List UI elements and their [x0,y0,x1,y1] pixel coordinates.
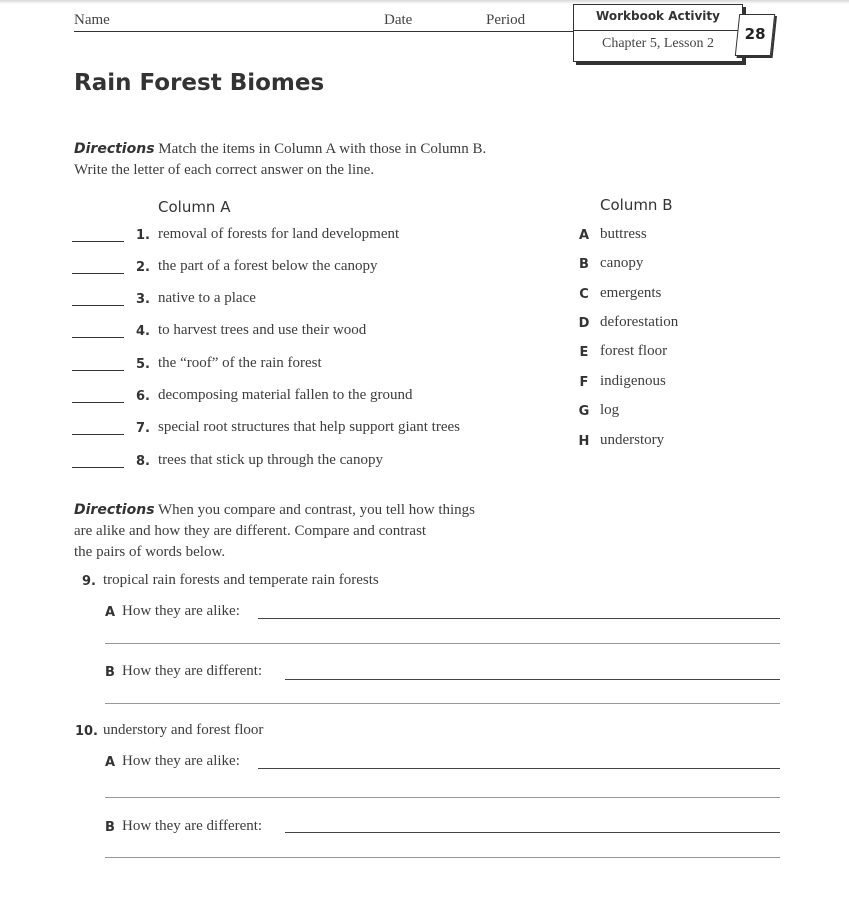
workbook-activity-box [573,4,743,62]
answer-blank-8[interactable] [72,467,124,468]
item-number: 3. [136,292,150,307]
item-number: 2. [136,260,150,275]
option-text: forest floor [600,343,668,359]
option-text: log [600,402,620,418]
header-rule [74,31,574,32]
option-text: buttress [600,226,647,242]
page-number: 28 [744,25,766,43]
item-number: 5. [136,357,150,372]
option-text: emergents [600,285,662,301]
item-text: special root structures that help support giant trees [158,419,460,435]
page-number-tab [735,14,775,56]
item-number: 4. [136,324,150,339]
item-text: decomposing material fallen to the ground [158,387,413,403]
answer-blank-5[interactable] [72,370,124,371]
option-letter: G [578,404,590,419]
item-text: trees that stick up through the canopy [158,452,383,468]
item-text: the “roof” of the rain forest [158,355,322,371]
item-number: 6. [136,389,150,404]
directions-2-line2: are alike and how they are different. Compare and contrast [74,523,427,539]
item-text: removal of forests for land development [158,226,400,242]
answer-line-10a-continued[interactable] [105,797,780,798]
option-letter: H [578,434,590,449]
directions-2 [74,500,475,563]
option-text: understory [600,432,665,448]
item-number: 8. [136,454,150,469]
item-number: 1. [136,228,150,243]
part-label: How they are different: [122,663,263,679]
answer-line-9a-continued[interactable] [105,643,780,644]
workbook-activity-label: Workbook Activity [596,9,720,23]
question-text: understory and forest floor [103,722,264,738]
option-letter: F [579,375,589,390]
answer-line-10b-continued[interactable] [105,857,780,858]
name-label: Name [74,12,110,28]
item-number: 7. [136,421,150,436]
directions-2-label: Directions [74,502,155,518]
part-label: How they are different: [122,818,263,834]
answer-blank-4[interactable] [72,337,124,338]
column-b-header: Column B [600,196,673,214]
question-number: 9. [82,574,96,589]
page-title: Rain Forest Biomes [74,70,325,96]
item-text: the part of a forest below the canopy [158,258,378,274]
part-letter: A [104,605,116,620]
item-text: native to a place [158,290,256,306]
answer-line-9a[interactable] [258,618,780,619]
question-text: tropical rain forests and temperate rain forests [103,572,379,588]
answer-line-9b[interactable] [285,679,780,680]
answer-line-10b[interactable] [285,832,780,833]
chapter-lesson-label: Chapter 5, Lesson 2 [602,36,714,51]
directions-1-line1: Match the items in Column A with those in Column B. [158,141,487,157]
answer-blank-2[interactable] [72,273,124,274]
part-letter: B [105,820,115,835]
answer-blank-6[interactable] [72,402,124,403]
option-letter: D [578,316,590,331]
part-label: How they are alike: [122,753,240,769]
option-text: canopy [600,255,644,271]
option-text: deforestation [600,314,679,330]
option-letter: A [578,228,590,243]
answer-blank-7[interactable] [72,434,124,435]
directions-1-line2: Write the letter of each correct answer on the line. [74,162,375,178]
option-letter: C [579,287,589,302]
part-letter: B [105,665,115,680]
answer-line-10a[interactable] [258,768,780,769]
period-label: Period [486,12,526,28]
column-a-header: Column A [158,198,231,216]
answer-line-9b-continued[interactable] [105,703,780,704]
workbook-box-divider [574,30,742,31]
directions-1-label: Directions [74,141,155,157]
directions-2-line1: When you compare and contrast, you tell how things [158,502,476,518]
option-letter: B [579,257,589,272]
option-text: indigenous [600,373,666,389]
part-label: How they are alike: [122,603,240,619]
question-number: 10. [74,724,98,739]
answer-blank-1[interactable] [72,241,124,242]
part-letter: A [104,755,116,770]
answer-blank-3[interactable] [72,305,124,306]
option-letter: E [579,345,589,360]
directions-2-line3: the pairs of words below. [74,544,226,560]
date-label: Date [384,12,413,28]
directions-1 [74,139,486,181]
item-text: to harvest trees and use their wood [158,322,367,338]
